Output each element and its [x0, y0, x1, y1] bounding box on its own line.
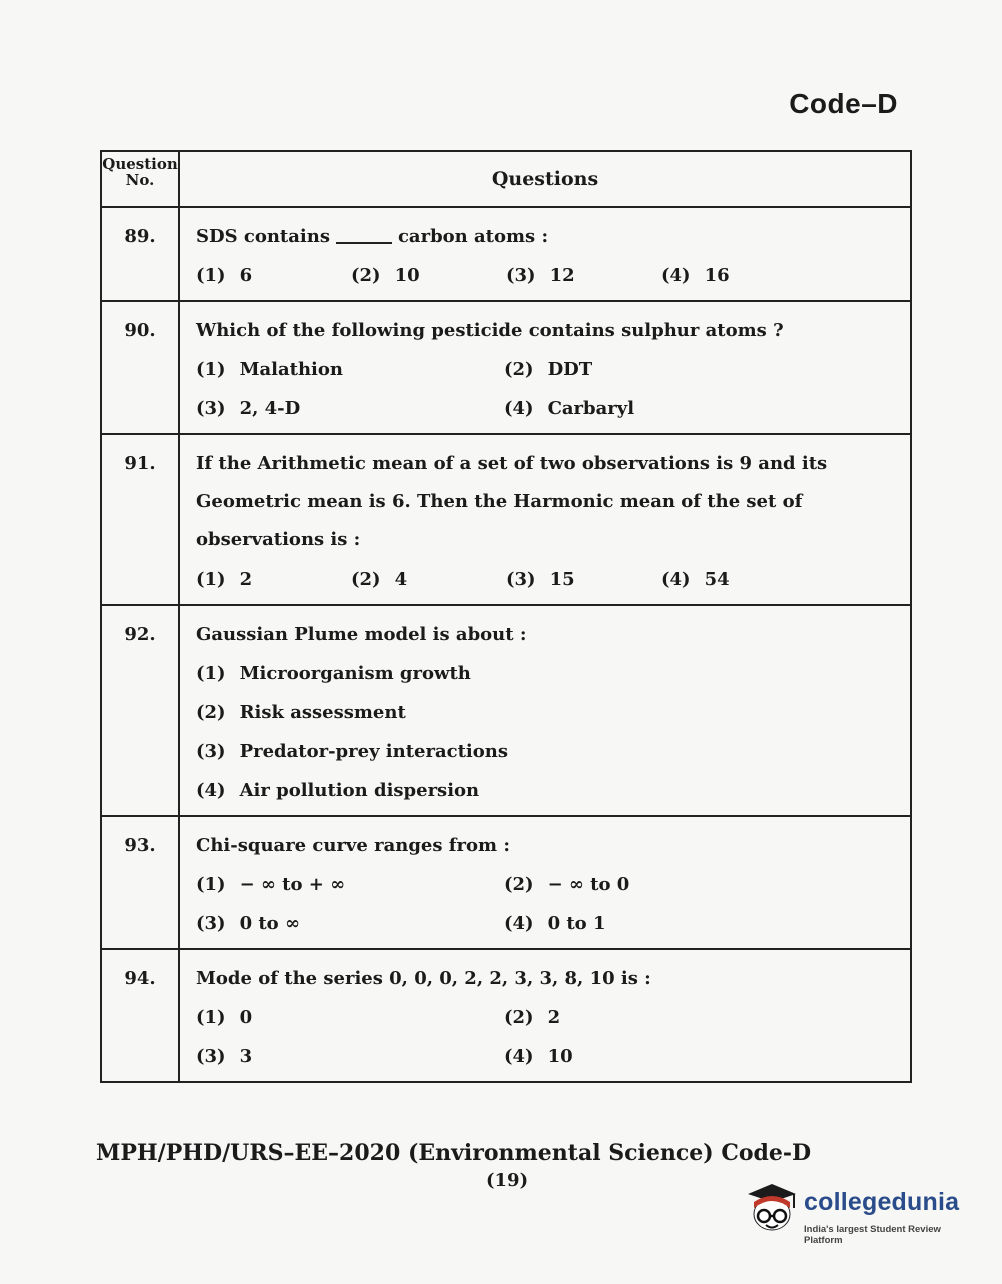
page-number: (19) — [486, 1170, 529, 1191]
brand-tagline: India's largest Student Review Platform — [804, 1224, 941, 1246]
option-number: (4) — [661, 265, 691, 286]
option-text: 15 — [549, 569, 575, 590]
option-text: 0 — [239, 1007, 253, 1028]
question-body — [179, 816, 911, 949]
option-number: (1) — [196, 265, 226, 286]
option — [661, 569, 816, 590]
option-number: (3) — [506, 265, 536, 286]
option-text: 0 to 1 — [547, 913, 606, 934]
table-header-row — [101, 151, 911, 207]
option-text: 6 — [239, 265, 253, 286]
options — [196, 398, 910, 419]
option-number: (1) — [196, 874, 226, 895]
option-number: (4) — [504, 1046, 534, 1067]
option-number: (2) — [196, 702, 226, 723]
question-number: 92. — [101, 605, 179, 816]
option-text: 2, 4-D — [239, 398, 301, 419]
question-text-after-blank: carbon atoms : — [397, 226, 549, 247]
question-body — [179, 434, 911, 605]
option — [196, 874, 504, 895]
option — [196, 702, 910, 723]
option-number: (2) — [504, 1007, 534, 1028]
option — [196, 265, 351, 286]
option-text: − ∞ to 0 — [547, 874, 630, 895]
option-text: 2 — [547, 1007, 561, 1028]
option-number: (3) — [196, 741, 226, 762]
option — [196, 741, 910, 762]
question-text: Which of the following pesticide contains sulphur atoms ? — [196, 320, 784, 341]
option-number: (4) — [196, 780, 226, 801]
options — [196, 569, 910, 590]
option-number: (3) — [196, 1046, 226, 1067]
question-text-before-blank: SDS contains — [196, 226, 330, 247]
question-number: 89. — [101, 207, 179, 301]
brand-name: collegedunia — [804, 1188, 960, 1216]
question-row — [101, 207, 911, 301]
option — [504, 359, 812, 380]
option-text: Air pollution dispersion — [239, 780, 480, 801]
question-text — [196, 226, 910, 247]
question-table — [100, 150, 912, 1083]
option-text: Risk assessment — [239, 702, 406, 723]
option — [504, 874, 812, 895]
option-number: (1) — [196, 1007, 226, 1028]
option — [351, 569, 506, 590]
fill-blank — [336, 242, 392, 244]
option-text: 10 — [547, 1046, 573, 1067]
question-text: Mode of the series 0, 0, 0, 2, 2, 3, 3, 8, 10 is : — [196, 968, 651, 989]
option-text: 0 to ∞ — [239, 913, 300, 934]
option — [196, 569, 351, 590]
option-number: (2) — [351, 265, 381, 286]
option — [196, 1046, 504, 1067]
option — [196, 398, 504, 419]
question-body — [179, 301, 911, 434]
options — [196, 874, 910, 895]
question-row — [101, 434, 911, 605]
option-text: 2 — [239, 569, 253, 590]
question-text: Chi-square curve ranges from : — [196, 835, 510, 856]
options — [196, 1007, 910, 1028]
question-row — [101, 816, 911, 949]
option-number: (4) — [504, 398, 534, 419]
question-text: Gaussian Plume model is about : — [196, 624, 527, 645]
question-row — [101, 605, 911, 816]
question-number: 93. — [101, 816, 179, 949]
question-body — [179, 207, 911, 301]
question-body — [179, 949, 911, 1082]
question-body — [179, 605, 911, 816]
option-number: (2) — [351, 569, 381, 590]
option-number: (4) — [661, 569, 691, 590]
mascot-logo-icon — [742, 1180, 800, 1242]
option-text: Predator-prey interactions — [239, 741, 508, 762]
col-header-questions: Questions — [179, 151, 911, 207]
option — [506, 569, 661, 590]
option-number: (3) — [196, 398, 226, 419]
option-text: 16 — [704, 265, 730, 286]
option — [506, 265, 661, 286]
option — [196, 913, 504, 934]
option — [504, 913, 812, 934]
option-text: DDT — [547, 359, 593, 380]
option-number: (1) — [196, 359, 226, 380]
option-number: (1) — [196, 569, 226, 590]
option-text: Microorganism growth — [239, 663, 471, 684]
footer-title: MPH/PHD/URS–EE–2020 (Environmental Science) Code-D — [96, 1140, 812, 1166]
option — [196, 1007, 504, 1028]
option-text: 3 — [239, 1046, 253, 1067]
option — [504, 1007, 812, 1028]
option-text: 54 — [704, 569, 730, 590]
col-header-question-no: Question No. — [101, 151, 179, 207]
option-text: 4 — [394, 569, 408, 590]
option-number: (2) — [504, 359, 534, 380]
option — [196, 663, 910, 684]
option — [196, 780, 910, 801]
options — [196, 265, 910, 286]
question-number: 90. — [101, 301, 179, 434]
collegedunia-watermark — [742, 1180, 974, 1244]
option-number: (1) — [196, 663, 226, 684]
option-text: Carbaryl — [547, 398, 635, 419]
option-number: (3) — [196, 913, 226, 934]
exam-code: Code–D — [789, 88, 898, 119]
option-number: (3) — [506, 569, 536, 590]
option — [504, 1046, 812, 1067]
question-text: If the Arithmetic mean of a set of two observations is 9 and its Geometric mean is 6. Then the Harmonic mean of the set of observations is : — [196, 453, 828, 550]
question-number: 91. — [101, 434, 179, 605]
question-number: 94. — [101, 949, 179, 1082]
option — [196, 359, 504, 380]
options — [196, 913, 910, 934]
option-number: (4) — [504, 913, 534, 934]
option-text: Malathion — [239, 359, 343, 380]
option — [504, 398, 812, 419]
option-text: 10 — [394, 265, 420, 286]
option — [661, 265, 816, 286]
option-number: (2) — [504, 874, 534, 895]
option — [351, 265, 506, 286]
option-text: 12 — [549, 265, 575, 286]
options — [196, 1046, 910, 1067]
options — [196, 359, 910, 380]
question-row — [101, 301, 911, 434]
option-text: − ∞ to + ∞ — [239, 874, 346, 895]
question-row — [101, 949, 911, 1082]
